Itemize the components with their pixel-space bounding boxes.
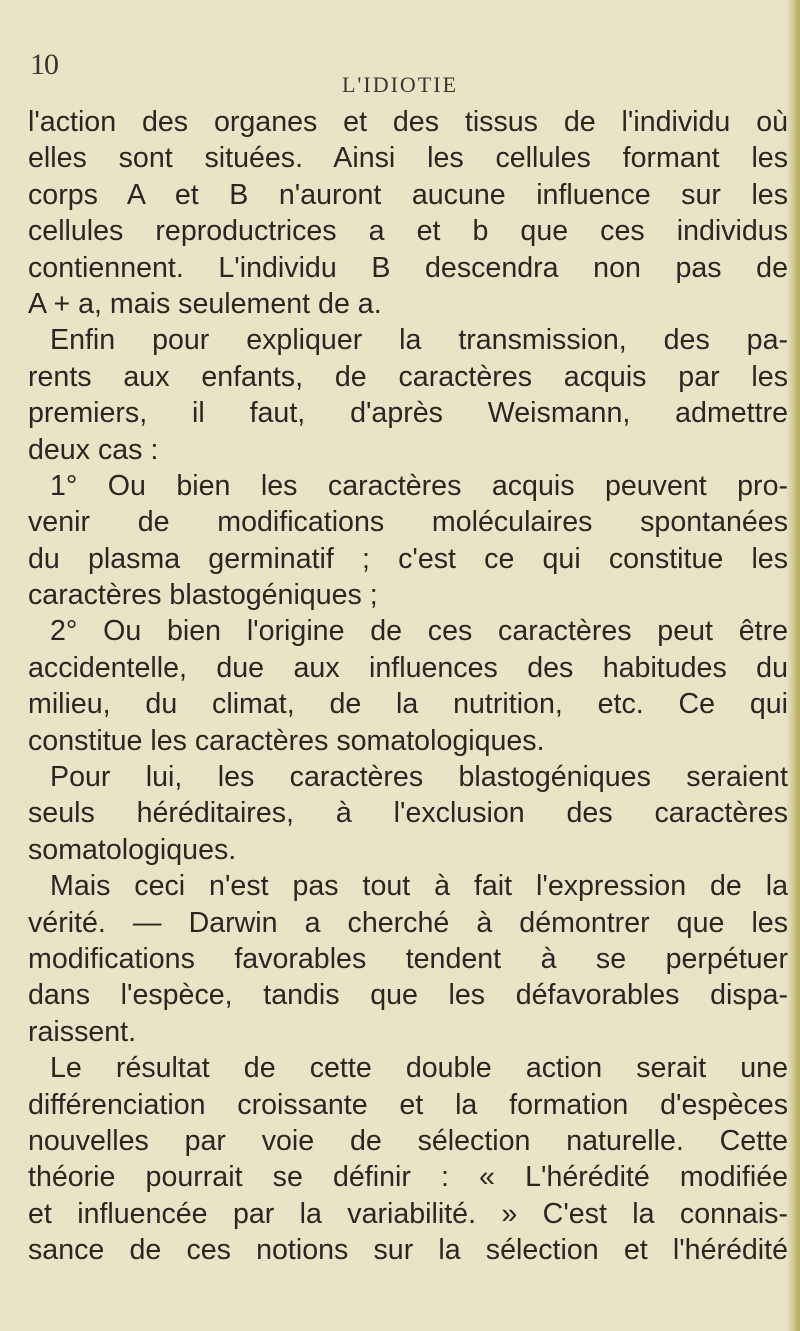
text-line: milieu, du climat, de la nutrition, etc. Ce qui (28, 688, 788, 721)
page-edge (786, 0, 800, 1331)
text-line: rents aux enfants, de caractères acquis par les (28, 360, 788, 393)
text-line: nouvelles par voie de sélection naturelle. Cette (28, 1124, 788, 1157)
text-line: deux cas : (28, 433, 159, 466)
text-line: accidentelle, due aux influences des habitudes du (28, 651, 788, 684)
text-line: 1° Ou bien les caractères acquis peuvent pro- (50, 469, 788, 502)
text-line: elles sont situées. Ainsi les cellules formant les (28, 142, 788, 175)
running-title: L'IDIOTIE (341, 72, 459, 97)
text-line: somatologiques. (28, 833, 237, 866)
text-line: venir de modifications moléculaires spontanées (28, 506, 788, 539)
text-line: du plasma germinatif ; c'est ce qui constitue les (28, 542, 788, 575)
text-line: et influencée par la variabilité. » C'est la connais- (28, 1197, 788, 1230)
text-line: différenciation croissante et la formation d'espèces (28, 1088, 788, 1121)
text-line: modifications favorables tendent à se perpétuer (28, 942, 788, 975)
text-line: cellules reproductrices a et b que ces individus (28, 215, 788, 248)
text-line: seuls héréditaires, à l'exclusion des caractères (28, 797, 788, 830)
text-line: caractères blastogéniques ; (28, 579, 378, 612)
text-line: corps A et B n'auront aucune influence sur les (28, 178, 788, 211)
text-line: Mais ceci n'est pas tout à fait l'expression de la (50, 870, 788, 903)
text-line: Pour lui, les caractères blastogéniques seraient (50, 761, 788, 794)
text-line: vérité. — Darwin a cherché à démontrer que les (28, 906, 788, 939)
page-number: 10 (30, 48, 58, 81)
text-line: A + a, mais seulement de a. (28, 287, 382, 320)
body-text (28, 104, 788, 1269)
text-line: 2° Ou bien l'origine de ces caractères peut être (50, 615, 788, 648)
text-line: dans l'espèce, tandis que les défavorables dispa- (28, 979, 788, 1012)
text-line: Le résultat de cette double action serait une (50, 1052, 788, 1085)
text-line: constitue les caractères somatologiques. (28, 724, 545, 757)
text-line: théorie pourrait se définir : « L'hérédité modifiée (28, 1161, 788, 1194)
text-line: sance de ces notions sur la sélection et l'hérédité (28, 1234, 788, 1267)
text-line: contiennent. L'individu B descendra non pas de (28, 251, 788, 284)
text-line: l'action des organes et des tissus de l'individu où (28, 106, 788, 138)
text-line: premiers, il faut, d'après Weismann, admettre (28, 397, 788, 430)
text-line: Enfin pour expliquer la transmission, des pa- (50, 324, 788, 357)
text-line: raissent. (28, 1015, 137, 1048)
